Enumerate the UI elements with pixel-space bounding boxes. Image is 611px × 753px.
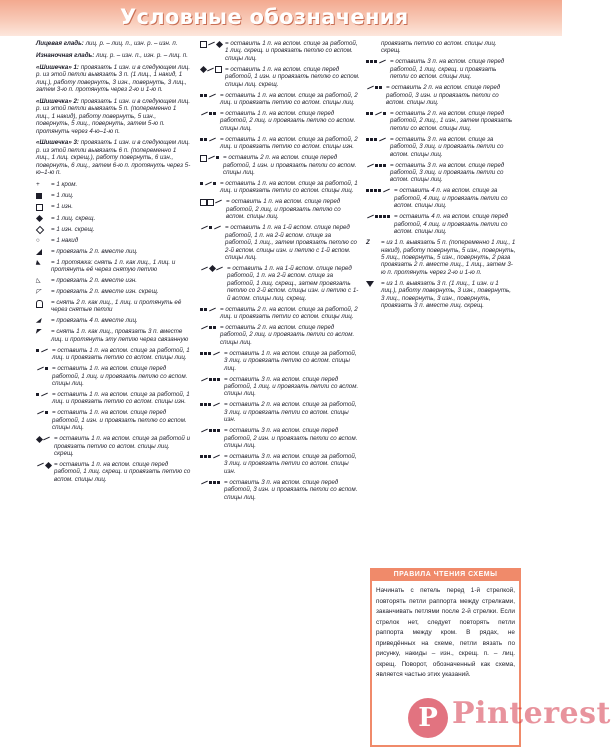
watermark-text: Pinterest [452, 696, 611, 731]
legend-text: = оставить 3 п. на вспом. спице перед работой, 3 лиц. и провязать петли со вспом. спицы лиц. [390, 161, 505, 184]
definition-term: Лицевая гладь: [36, 40, 84, 47]
legend-text: = провязать 2 п. вместе изн. скрещ. [51, 288, 159, 295]
legend-text: = оставить 1 п. на вспом. спице перед работой, 2 лиц. и провязать петлю со вспом. спицы лиц. [220, 110, 356, 132]
legend-item [36, 365, 191, 387]
definition-term: «Шишечка» 1: [36, 63, 79, 71]
legend-column-1 [36, 40, 191, 487]
title-banner [0, 0, 562, 36]
legend-item [36, 288, 191, 295]
page-title: Условные обозначения [120, 5, 409, 29]
crossed-triangle-icon: ◸ [36, 288, 41, 295]
legend-text: = оставить 1 п. на вспом. спице за работой, 3 лиц. и провязать петлю со вспом. спицы лиц. [224, 349, 357, 372]
legend-text: = оставить 2 п. на вспом. спице перед работой, 1 изн. и провязать петли со вспом. спицы лиц. [223, 154, 357, 177]
legend-item [200, 92, 360, 107]
definition-term: «Шишечка» 3: [36, 139, 79, 147]
yarn-over-icon: ○ [36, 236, 40, 244]
legend-text: = оставить 2 п. на вспом. спице перед работой, 2 лиц. и провязать петли со вспом. спицы лиц. [220, 323, 355, 346]
legend-item [36, 277, 191, 284]
legend-item [36, 248, 191, 255]
legend-item [200, 401, 360, 423]
empty-diamond-icon [36, 225, 44, 233]
legend-item [366, 280, 516, 310]
legend-text: = 1 кром. [51, 181, 78, 188]
legend-item [366, 213, 516, 235]
cable-icon [366, 136, 387, 143]
legend-text: = оставить 2 п. на вспом. спице за работой, 2 лиц. и провязать петли со вспом. спицы лиц. [220, 305, 358, 320]
legend-item [366, 110, 516, 132]
legend-item [200, 265, 360, 302]
watermark [408, 692, 611, 740]
legend-item [36, 299, 191, 314]
legend-text: = оставить 3 п. на вспом. спице за работой, 3 лиц. и провязать петли со вспом. спицы изн. [224, 453, 357, 475]
cross-stitch-icon [36, 391, 49, 398]
definition-paragraph [36, 98, 191, 135]
legend-text: = провязать 2 п. вместе изн. [51, 277, 137, 284]
legend-item [36, 181, 191, 188]
cable-icon [200, 306, 217, 313]
filled-square-icon [36, 193, 42, 199]
definition-text: провязать 1 изн. и в следующем лиц. р. из этой петли вывязать 3 п. (1 лиц., 1 накид, 1 лиц.), работу повернуть, 3 изн., повернуть, 3 лиц., затем 3-ю п. протянуть через 2-ю и 1-ю п. [36, 63, 191, 94]
plus-icon: + [36, 181, 40, 188]
down-triangle-icon [366, 281, 374, 287]
cable-icon [366, 162, 387, 169]
cable-icon [200, 453, 221, 460]
legend-text: = снять 1 п. как лиц., провязать 3 п. вместе лиц. и протянуть эту петлю через связанную [51, 328, 189, 343]
legend-item [200, 453, 360, 475]
legend-text: = оставить 3 п. на вспом. спице перед работой, 2 изн. и провязать петли со вспом. спицы лиц. [224, 427, 358, 449]
definition-term: Изнаночная гладь: [36, 51, 95, 59]
cable-icon [200, 92, 217, 99]
legend-text: = оставить 3 п. на вспом. спице перед работой, 1 лиц. и провязать петли со вспом. спицы лиц. [224, 375, 359, 398]
legend-text: = из 1 п. вывязать 5 п. (попеременно 1 лиц., 1 накид), работу повернуть, 5 изн., повернуть, 5 лиц., повернуть, 5 изн., повернуть, 2 раза провязать 2 п. вместе лиц., 1 лиц., затем 3-ю п. протянуть через 2-ю и 1-ю п. [381, 239, 516, 276]
legend-item [36, 391, 191, 406]
legend-text: = оставить 2 п. на вспом. спице за работой, 3 лиц. и провязать петли со вспом. спицы изн. [224, 401, 357, 424]
definition-term: «Шишечка» 2: [36, 97, 79, 105]
legend-item [366, 58, 516, 80]
filled-triangle-icon: ◢ [36, 317, 41, 325]
legend-text: = оставить 1 п. на вспом. спице за работой, 1 лиц. и провязать петлю со вспом. спицы изн. [52, 391, 190, 406]
triangle-icon [36, 249, 42, 255]
legend-text: = оставить 1 п. на 1-й вспом. спице перед работой, 1 п. на 2-й вспом. спице за работой, 1 лиц., затем провязать петлю со 2-й вспом. спицы изн. и петлю с 1-й вспом. спицы лиц. [225, 224, 357, 261]
legend-text: = 1 протяжка: снять 1 п. как лиц., 1 лиц. и протянуть её через снятую петлю [51, 258, 176, 273]
legend-text: = снять 2 п. как лиц., 1 лиц. и протянуть её через снятые петли [51, 299, 182, 314]
legend-text: = оставить 1 п. на вспом. спице перед работой, 1 лиц. и провязать петлю со вспом. спицы лиц. [52, 365, 188, 388]
legend-item [36, 192, 191, 199]
legend-text: = провязать 4 п. вместе лиц. [51, 317, 138, 325]
filled-diamond-icon [36, 215, 43, 222]
outline-triangle-icon: ◺ [36, 277, 41, 284]
legend-text: = оставить 1 п. на вспом. спице за работой, 1 лиц. скрещ. и провязать петлю со вспом. спицы лиц. [225, 40, 358, 62]
legend-text: = оставить 1 п. на вспом. спице за работой, 1 лиц. и провязать петли со вспом. спицы лиц. [220, 180, 358, 195]
legend-text: = 1 изн. скрещ. [51, 225, 95, 233]
definition-paragraph [36, 40, 191, 47]
legend-item [36, 237, 191, 244]
legend-item [200, 180, 360, 195]
legend-item [36, 409, 191, 431]
legend-text: = оставить 3 п. на вспом. спице за работой, 3 лиц. и провязать петли со вспом. спицы лиц. [390, 135, 504, 158]
legend-text: = оставить 1 п. на вспом. спице перед работой, 2 лиц. и провязать петлю со вспом. спицы лиц. [226, 198, 341, 221]
cable-icon [200, 110, 217, 117]
cable-icon [366, 213, 391, 220]
legend-text: = 1 лиц. скрещ. [51, 214, 96, 222]
legend-item [366, 84, 516, 106]
legend-column-2 [200, 40, 360, 505]
legend-item [36, 203, 191, 211]
cable-icon [200, 479, 221, 486]
cable-icon [200, 180, 217, 187]
legend-text: = оставить 1 п. на вспом. спице перед работой, 1 изн. и провязать петлю со вспом. спицы лиц. скрещ. [225, 65, 360, 88]
legend-item [200, 110, 360, 132]
cable-icon [366, 84, 383, 91]
cross-stitch-icon [36, 409, 49, 416]
legend-item [200, 306, 360, 321]
definition-paragraph [36, 52, 191, 59]
flag-triangle-icon: ◤ [36, 328, 41, 336]
cable-icon [200, 224, 222, 231]
legend-text: провязать петлю со вспом. спицы лиц. скрещ. [381, 40, 497, 55]
cable-icon [200, 350, 221, 357]
bobble-z-icon: Z [366, 239, 370, 247]
arch-icon [36, 300, 43, 308]
legend-item [200, 324, 360, 346]
cable-icon [366, 110, 387, 117]
legend-item [36, 328, 191, 343]
cross-diamond-icon [36, 435, 51, 442]
legend-item [200, 136, 360, 151]
legend-text: = оставить 1 п. на 1-й вспом. спице перед работой, 1 п. на 2-й вспом. спице за работой, 1 лиц. скрещ., затем провязать петлю со 2-й вспом. спицы изн. и петлю с 1-й вспом. спицы лиц. скрещ. [227, 264, 359, 302]
cable-icon [366, 58, 387, 65]
legend-text: = оставить 1 п. на вспом. спице перед работой, 1 лиц. скрещ. и провязать петлю со вспом. спицы лиц. [54, 461, 191, 483]
cable-icon [200, 324, 217, 331]
legend-item [200, 350, 360, 372]
legend-item [366, 187, 516, 209]
legend-item [200, 427, 360, 449]
legend-text: = оставить 2 п. на вспом. спице перед работой, 3 изн. и провязать петли со вспом. спицы лиц. [386, 84, 501, 107]
cable-icon [200, 154, 220, 161]
legend-item [36, 317, 191, 324]
definition-text: лиц. р. – изн. п., изн. р. – лиц. п. [94, 51, 188, 59]
cable-icon [200, 198, 223, 205]
cable-icon [200, 401, 221, 408]
definition-text: провязать 1 изн. и в следующем лиц. р. из этой петли вывязать 6 п. (попеременно 1 лиц., 1 лиц. скрещ.), работу повернуть, 6 изн., повернуть, 6 лиц., затем 6-ю п. протянуть через 5-ю–1-ю п. [36, 139, 191, 177]
legend-item [36, 435, 191, 457]
legend-text: = оставить 4 п. на вспом. спице за работой, 4 лиц. и провязать петли со вспом. спицы лиц. [394, 187, 508, 210]
cross-diamond-icon [200, 40, 222, 47]
legend-item [200, 376, 360, 398]
legend-text: = оставить 4 п. на вспом. спице перед работой, 4 лиц. и провязать петли со вспом. спицы лиц. [394, 213, 509, 236]
legend-column-3 [366, 40, 516, 313]
legend-item [36, 259, 191, 274]
legend-text: = оставить 1 п. на вспом. спице за работой, 2 лиц. и провязать петлю со вспом. спицы лиц. [220, 91, 358, 107]
definition-text: лиц. р. – лиц. п., изн. р. – изн. п. [83, 40, 178, 47]
cable-icon [366, 187, 391, 194]
legend-text: = провязать 2 п. вместе лиц. [51, 247, 138, 255]
legend-text: = оставить 1 п. на вспом. спице перед работой, 1 изн. и провязать петлю со вспом. спицы лиц. [52, 409, 187, 432]
legend-text: = оставить 1 п. на вспом. спице за работой, 2 лиц. и провязать петлю со вспом. спицы изн. [220, 135, 358, 151]
legend-text: = 1 изн. [51, 203, 73, 210]
legend-text: = из 1 п. вывязать 3 п. (1 лиц., 1 изн. и 1 лиц.), работу повернуть, 3 изн., повернуть, 3 лиц., повернуть, 3 изн., повернуть, провязать 3 п. вместе лиц. скрещ. [381, 279, 511, 309]
legend-item [366, 136, 516, 158]
legend-text: = 1 лиц. [51, 192, 74, 199]
legend-item [200, 66, 360, 88]
legend-item [200, 154, 360, 176]
cross-stitch-icon [36, 365, 49, 372]
legend-text: = оставить 1 п. на вспом. спице за работой и провязать петлю со вспом. спицы лиц. скрещ. [54, 435, 191, 458]
legend-item [36, 461, 191, 483]
legend-item [36, 226, 191, 233]
legend-item [366, 162, 516, 184]
legend-item [366, 239, 516, 276]
legend-text: = оставить 1 п. на вспом. спице за работой, 1 лиц. и провязать петлю со вспом. спицы лиц. [52, 346, 190, 362]
legend-text: = оставить 2 п. на вспом. спице перед работой, 2 лиц., 1 изн., затем провязать петли со вспом. спицы лиц. [390, 110, 513, 132]
legend-text: = оставить 3 п. на вспом. спице перед работой, 3 изн. и провязать петли со вспом. спицы лиц. [224, 478, 358, 501]
rules-title: ПРАВИЛА ЧТЕНИЯ СХЕМЫ [372, 569, 519, 581]
definition-text: провязать 1 изн. и в следующем лиц. р. из этой петли вывязать 5 п. (попеременно 1 лиц., 1 накид), работу повернуть, 5 изн., повернуть, 5 лиц., повернуть, затем 5-ю п. протянуть через 4-ю–1-ю п. [36, 97, 191, 135]
left-triangle-icon: ◣ [36, 258, 41, 266]
rules-text: Начинать с петель перед 1-й стрелкой, повторять петли раппорта между стрелками, заканчивать петлями после 2-й стрелки. Если стрелок нет, следует повторять петли раппорта между кром. В рядах, не приведённых на схеме, петли вязать по рисунку, накиды – изн., скрещ. п. – лиц. скрещ. Поворот, обозначенный как схема, является частью этих указаний. [376, 587, 515, 678]
cable-icon [200, 136, 217, 143]
legend-text: = 1 накид [51, 236, 79, 244]
cross-stitch-icon [36, 347, 49, 354]
cable-icon [200, 376, 221, 383]
pinterest-logo-icon: P [408, 698, 448, 738]
legend-item [36, 215, 191, 222]
legend-item [200, 198, 360, 220]
definition-paragraph [36, 64, 191, 94]
legend-item [36, 347, 191, 362]
definition-paragraph [36, 139, 191, 176]
legend-item [200, 224, 360, 261]
legend-text: = оставить 3 п. на вспом. спице перед работой, 1 лиц. скрещ. и провязать петли со вспом. спицы лиц. [390, 58, 505, 81]
cable-icon [200, 427, 221, 434]
cross-diamond-icon [36, 461, 51, 468]
legend-item [200, 40, 360, 62]
legend-item [200, 479, 360, 501]
legend-item [366, 40, 516, 55]
cross-diamond-icon [200, 66, 222, 73]
cable-icon [200, 265, 224, 272]
empty-square-icon [36, 204, 43, 211]
